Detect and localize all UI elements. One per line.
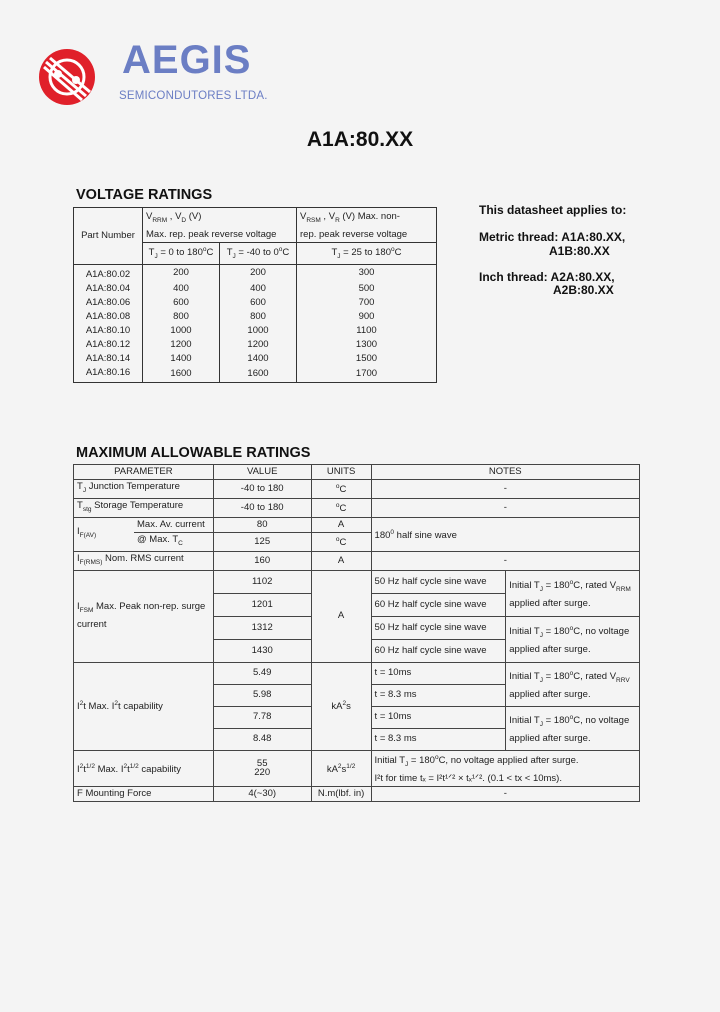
vrrm-value: 1200 — [143, 338, 220, 352]
header-parameter: PARAMETER — [74, 465, 214, 480]
unit-i2t: $kA^2s$ — [311, 662, 371, 750]
unit-i2sqrt: $kA^2s^{1/2}$ — [311, 750, 371, 786]
vrsm-value: 1300 — [297, 338, 437, 352]
value-tj: -40 to 180 — [213, 480, 311, 499]
value-i2t: 7.78 — [213, 706, 311, 728]
unit-ifav: A — [311, 517, 371, 532]
vrrm-value: 200 — [143, 264, 220, 282]
vrrm-value: 600 — [143, 296, 220, 310]
value-tstg: -40 to 180 — [213, 498, 311, 517]
param-ifsm: $I_{FSM}$ Max. Peak non-rep. surge current — [74, 570, 214, 662]
vrrm-value: 1000 — [220, 324, 297, 338]
part-number: A1A:80.16 — [85, 366, 131, 378]
table-row — [74, 296, 437, 310]
note-tj: - — [371, 480, 639, 499]
unit-ifsm: A — [311, 570, 371, 662]
table-row — [74, 786, 640, 801]
table-row — [74, 750, 640, 786]
max-ratings-table — [73, 464, 640, 802]
vrrm-value: 800 — [220, 310, 297, 324]
brand-subtitle: SEMICONDUTORES LTDA. — [119, 90, 268, 102]
header-units: UNITS — [311, 465, 371, 480]
value-i2sqrt: 55 220 — [213, 750, 311, 786]
unit-tc: $^o$C — [311, 533, 371, 552]
applies-metric-second: A1B:80.XX — [549, 244, 610, 258]
aegis-logo-icon — [38, 48, 96, 106]
table-row — [74, 517, 640, 532]
wave-ifsm: 50 Hz half cycle sine wave — [371, 616, 506, 639]
value-ifsm: 1312 — [213, 616, 311, 639]
vrrm-value: 1600 — [220, 366, 297, 383]
note-i2t-novoltage: Initial $T_J = 180^oC$, no voltage applied after surge. — [506, 706, 640, 750]
note-tstg: - — [371, 498, 639, 517]
note-i2t-rated: Initial $T_J = 180^oC$, rated $V_{RRV}$ applied after surge. — [506, 662, 640, 706]
unit-mounting-force: N.m(lbf. in) — [311, 786, 371, 801]
table-row — [74, 480, 640, 499]
vrsm-value: 300 — [297, 264, 437, 282]
value-ifsm: 1201 — [213, 593, 311, 616]
unit-tj: $^o$C — [311, 480, 371, 499]
param-ifav: $I_{F(AV)}$ Max. Av. current @ Max. $T_C$ — [74, 517, 214, 551]
vrrm-value: 1200 — [220, 338, 297, 352]
applies-intro: This datasheet applies to: — [479, 203, 627, 217]
vrrm-value: 1600 — [143, 366, 220, 383]
header-vrrm: $V_{RRM}$ , $V_D$ (V) Max. rep. peak reverse voltage — [143, 208, 297, 243]
vrrm-value: 200 — [220, 264, 297, 282]
value-tc: 125 — [213, 533, 311, 552]
table-row — [74, 310, 437, 324]
part-number: A1A:80.14 — [85, 352, 131, 364]
voltage-ratings-table — [73, 207, 437, 383]
value-i2t: 5.98 — [213, 684, 311, 706]
brand-name: AEGIS — [122, 38, 252, 82]
vrsm-value: 500 — [297, 282, 437, 296]
vrrm-value: 600 — [220, 296, 297, 310]
vrrm-value: 400 — [143, 282, 220, 296]
vrrm-value: 1400 — [220, 352, 297, 366]
vrsm-value: 1700 — [297, 366, 437, 383]
value-ifav: 80 — [213, 517, 311, 532]
applies-metric: Metric thread: A1A:80.XX, — [479, 230, 626, 244]
part-number: A1A:80.04 — [85, 282, 131, 294]
part-number: A1A:80.06 — [85, 296, 131, 308]
max-ratings-heading: MAXIMUM ALLOWABLE RATINGS — [76, 445, 311, 461]
table-row — [74, 324, 437, 338]
subheader-tj-25-180: $T_J = 25$ to 180$^o$C — [297, 242, 437, 264]
table-row — [74, 551, 640, 570]
wave-ifsm: 60 Hz half cycle sine wave — [371, 639, 506, 662]
part-number: A1A:80.12 — [85, 338, 131, 350]
table-row — [74, 282, 437, 296]
part-number: A1A:80.10 — [85, 324, 131, 336]
param-i2sqrt: $I^2t^{1/2}$ Max. $I^2t^{1/2}$ capability — [74, 750, 214, 786]
value-ifsm: 1430 — [213, 639, 311, 662]
note-ifsm-novoltage: Initial $T_J = 180^oC$, no voltage applied after surge. — [506, 616, 640, 662]
document-title: A1A:80.XX — [306, 128, 414, 151]
table-row — [74, 352, 437, 366]
table-row — [74, 264, 437, 282]
note-ifrms: - — [371, 551, 639, 570]
applies-inch: Inch thread: A2A:80.XX, — [479, 270, 615, 284]
part-number: A1A:80.08 — [85, 310, 131, 322]
table-row — [74, 366, 437, 383]
vrsm-value: 700 — [297, 296, 437, 310]
value-i2t: 8.48 — [213, 728, 311, 750]
vrrm-value: 800 — [143, 310, 220, 324]
header-value: VALUE — [213, 465, 311, 480]
vrsm-value: 1100 — [297, 324, 437, 338]
time-i2t: t = 8.3 ms — [371, 728, 506, 750]
vrrm-value: 1400 — [143, 352, 220, 366]
header-row — [74, 465, 640, 480]
vrsm-value: 900 — [297, 310, 437, 324]
note-ifav: $180^0$ half sine wave — [371, 517, 639, 551]
vrrm-value: 400 — [220, 282, 297, 296]
unit-tstg: $^o$C — [311, 498, 371, 517]
table-row — [74, 338, 437, 352]
subheader-tj-minus40-0: $T_J = -40$ to 0$^o$C — [220, 242, 297, 264]
vrsm-value: 1500 — [297, 352, 437, 366]
header-part-number: Part Number — [74, 208, 143, 265]
table-row — [74, 662, 640, 684]
param-mounting-force: F Mounting Force — [74, 786, 214, 801]
param-tj: $T_J$ Junction Temperature — [74, 480, 214, 499]
subheader-tj-0-180: $T_J = 0$ to 180$^o$C — [143, 242, 220, 264]
param-ifrms: $I_{F(RMS)}$ Nom. RMS current — [74, 551, 214, 570]
header-vrsm: $V_{RSM}$ , $V_R$ (V) Max. non- rep. peak reverse voltage — [297, 208, 437, 243]
note-i2sqrt: Initial $T_J = 180^oC$, no voltage applied after surge. I²t for time tₓ = I²t¹ᐟ² × tₓ¹ᐟ². (0.1 < tx < 10ms). — [371, 750, 639, 786]
time-i2t: t = 8.3 ms — [371, 684, 506, 706]
part-number: A1A:80.02 — [85, 268, 131, 280]
vrrm-value: 1000 — [143, 324, 220, 338]
applies-inch-second: A2B:80.XX — [553, 283, 614, 297]
table-row — [74, 498, 640, 517]
unit-ifrms: A — [311, 551, 371, 570]
voltage-ratings-heading: VOLTAGE RATINGS — [76, 187, 213, 203]
time-i2t: t = 10ms — [371, 662, 506, 684]
param-i2t: $I^2t$ Max. $I^2t$ capability — [74, 662, 214, 750]
note-ifsm-rated: Initial $T_J = 180^oC$, rated $V_{RRM}$ applied after surge. — [506, 570, 640, 616]
wave-ifsm: 60 Hz half cycle sine wave — [371, 593, 506, 616]
value-ifsm: 1102 — [213, 570, 311, 593]
param-tstg: $T_{stg}$ Storage Temperature — [74, 498, 214, 517]
value-mounting-force: 4(~30) — [213, 786, 311, 801]
note-mounting-force: - — [371, 786, 639, 801]
value-ifrms: 160 — [213, 551, 311, 570]
wave-ifsm: 50 Hz half cycle sine wave — [371, 570, 506, 593]
time-i2t: t = 10ms — [371, 706, 506, 728]
table-row — [74, 570, 640, 593]
value-i2t: 5.49 — [213, 662, 311, 684]
header-notes: NOTES — [371, 465, 639, 480]
